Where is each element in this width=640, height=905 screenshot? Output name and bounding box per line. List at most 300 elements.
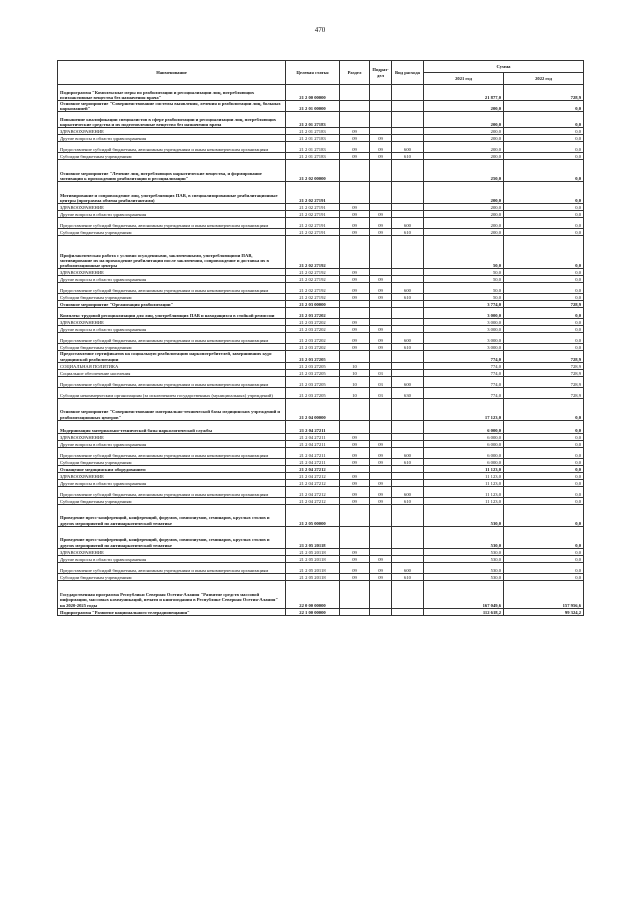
row-subsection: [370, 101, 392, 112]
row-section: 09: [340, 548, 370, 555]
table-body: [58, 85, 584, 616]
table-row: [58, 526, 584, 548]
table-row: [58, 160, 584, 182]
row-target: 21 2 04 27212: [286, 486, 340, 497]
table-row: [58, 440, 584, 447]
row-section: 09: [340, 135, 370, 142]
row-sum-2022: 0,0: [504, 135, 584, 142]
row-sum-2021: 11 123,0: [424, 465, 504, 472]
row-subsection: 09: [370, 333, 392, 344]
row-sum-2021: 200,0: [424, 128, 504, 135]
header-year-2022: 2022 год: [504, 73, 584, 85]
row-target: 21 2 04 27212: [286, 465, 340, 472]
row-sum-2021: 200,0: [424, 204, 504, 211]
row-section: 09: [340, 211, 370, 218]
row-name: Субсидии бюджетным учреждениям: [58, 497, 286, 504]
row-sum-2021: 6 000,0: [424, 420, 504, 433]
row-name: Основное мероприятие "Совершенствование системы выявления, лечения и реабилитации лиц, больных наркоманией": [58, 101, 286, 112]
row-target: 21 2 05 20118: [286, 526, 340, 548]
row-exp-type: [392, 526, 424, 548]
row-target: 21 2 03 27205: [286, 369, 340, 376]
row-sum-2022: 0,0: [504, 276, 584, 283]
table-row: [58, 204, 584, 211]
row-exp-type: [392, 112, 424, 128]
row-section: [340, 526, 370, 548]
row-exp-type: [392, 204, 424, 211]
table-row: [58, 211, 584, 218]
table-row: [58, 182, 584, 204]
row-target: 21 2 05 20118: [286, 548, 340, 555]
row-section: [340, 112, 370, 128]
row-section: 10: [340, 376, 370, 387]
row-sum-2021: 11 123,0: [424, 479, 504, 486]
row-name: Субсидии бюджетным учреждениям: [58, 153, 286, 160]
row-sum-2021: 3 000,0: [424, 308, 504, 319]
row-sum-2022: 0,0: [504, 128, 584, 135]
row-subsection: [370, 308, 392, 319]
row-section: 09: [340, 326, 370, 333]
row-sum-2022: 0,0: [504, 319, 584, 326]
table-row: [58, 236, 584, 269]
row-exp-type: [392, 580, 424, 608]
row-section: 09: [340, 229, 370, 236]
table-row: [58, 283, 584, 294]
row-target: 21 2 04 27211: [286, 440, 340, 447]
row-sum-2021: 112 618,2: [424, 608, 504, 615]
row-target: 21 2 05 00000: [286, 504, 340, 526]
row-section: 09: [340, 294, 370, 301]
row-target: 21 2 02 00000: [286, 160, 340, 182]
row-sum-2022: 0,0: [504, 479, 584, 486]
row-section: 09: [340, 447, 370, 458]
row-name: Субсидии бюджетным учреждениям: [58, 294, 286, 301]
table-row: [58, 294, 584, 301]
row-exp-type: 610: [392, 294, 424, 301]
row-exp-type: 600: [392, 142, 424, 153]
row-exp-type: [392, 369, 424, 376]
row-exp-type: 610: [392, 573, 424, 580]
row-name: СОЦИАЛЬНАЯ ПОЛИТИКА: [58, 362, 286, 369]
table-row: [58, 376, 584, 387]
table-row: [58, 101, 584, 112]
row-sum-2022: 0,0: [504, 504, 584, 526]
row-exp-type: [392, 269, 424, 276]
row-sum-2021: 6 000,0: [424, 440, 504, 447]
row-target: 21 2 02 27192: [286, 276, 340, 283]
row-sum-2021: 11 123,0: [424, 486, 504, 497]
row-target: 21 2 04 00000: [286, 398, 340, 420]
row-subsection: [370, 548, 392, 555]
row-section: 09: [340, 562, 370, 573]
row-exp-type: 600: [392, 333, 424, 344]
row-subsection: 09: [370, 229, 392, 236]
table-row: [58, 362, 584, 369]
table-row: [58, 153, 584, 160]
row-sum-2022: 0,0: [504, 486, 584, 497]
row-sum-2022: 728,9: [504, 351, 584, 362]
row-sum-2022: 728,9: [504, 369, 584, 376]
row-subsection: 03: [370, 369, 392, 376]
row-section: [340, 608, 370, 615]
row-sum-2022: 728,9: [504, 376, 584, 387]
row-section: [340, 580, 370, 608]
row-sum-2022: 728,9: [504, 85, 584, 101]
row-sum-2021: 200,0: [424, 211, 504, 218]
row-section: [340, 236, 370, 269]
row-section: 09: [340, 128, 370, 135]
table-row: [58, 555, 584, 562]
row-sum-2022: 0,0: [504, 294, 584, 301]
row-name: Основное мероприятие "Совершенствование материально-технической базы медицинских учреждений и реабилитационных центров": [58, 398, 286, 420]
table-row: [58, 420, 584, 433]
row-sum-2022: 0,0: [504, 447, 584, 458]
row-name: Другие вопросы в области здравоохранения: [58, 555, 286, 562]
row-sum-2021: 11 123,0: [424, 497, 504, 504]
table-row: [58, 128, 584, 135]
table-row: [58, 398, 584, 420]
row-name: Предоставление сертификатов на социальную реабилитацию наркопотребителей, завершивших курс медицинской реабилитации: [58, 351, 286, 362]
row-subsection: [370, 526, 392, 548]
row-exp-type: 600: [392, 447, 424, 458]
row-exp-type: [392, 351, 424, 362]
row-subsection: [370, 472, 392, 479]
row-exp-type: [392, 608, 424, 615]
row-sum-2022: 0,0: [504, 526, 584, 548]
row-exp-type: [392, 101, 424, 112]
row-name: ЗДРАВООХРАНЕНИЕ: [58, 128, 286, 135]
row-subsection: [370, 465, 392, 472]
row-exp-type: [392, 472, 424, 479]
header-year-2021: 2021 год: [424, 73, 504, 85]
row-section: [340, 101, 370, 112]
row-target: 21 2 01 27183: [286, 142, 340, 153]
row-name: Предоставление субсидий бюджетным, автономным учреждениям и иным некоммерческим организациям: [58, 486, 286, 497]
table-row: [58, 229, 584, 236]
row-sum-2021: 200,0: [424, 142, 504, 153]
row-name: Профилактическая работа с условно осужденными, заключенными, употребляющими ПАВ, мотивирование их на прохождение реабилитации после заключения, сопровождение и доставка их в реабилитационные центры: [58, 236, 286, 269]
row-sum-2021: 50,0: [424, 236, 504, 269]
row-subsection: [370, 504, 392, 526]
row-section: 09: [340, 344, 370, 351]
row-section: 10: [340, 362, 370, 369]
row-section: 09: [340, 269, 370, 276]
row-exp-type: [392, 465, 424, 472]
row-section: [340, 85, 370, 101]
row-subsection: [370, 236, 392, 269]
row-target: 21 2 05 20118: [286, 555, 340, 562]
row-target: 21 2 03 27202: [286, 333, 340, 344]
row-sum-2022: 0,0: [504, 398, 584, 420]
row-sum-2022: 0,0: [504, 472, 584, 479]
row-sum-2021: 530,0: [424, 555, 504, 562]
row-sum-2021: 774,0: [424, 376, 504, 387]
row-name: Мотивирование и сопровождение лиц, употребляющих ПАВ, в специализированные реабилитационные центры (программа обмена реабилитантами): [58, 182, 286, 204]
row-subsection: 09: [370, 283, 392, 294]
row-sum-2022: 0,0: [504, 218, 584, 229]
header-subsection: Подраз-дел: [370, 61, 392, 85]
row-target: 21 2 01 27183: [286, 135, 340, 142]
row-name: Предоставление субсидий бюджетным, автономным учреждениям и иным некоммерческим организациям: [58, 562, 286, 573]
row-name: Предоставление субсидий бюджетным, автономным учреждениям и иным некоммерческим организациям: [58, 142, 286, 153]
row-target: 21 2 01 00000: [286, 101, 340, 112]
row-target: 21 2 03 27205: [286, 376, 340, 387]
header-sum: Сумма: [424, 61, 584, 73]
row-section: 09: [340, 142, 370, 153]
row-name: Субсидии некоммерческим организациям (за исключением государственных (муниципальных) учреждений): [58, 387, 286, 398]
row-sum-2021: 774,0: [424, 369, 504, 376]
header-name: Наименование: [58, 61, 286, 85]
row-sum-2021: 530,0: [424, 504, 504, 526]
header-exp-type: Вид расхода: [392, 61, 424, 85]
row-section: [340, 160, 370, 182]
table-row: [58, 497, 584, 504]
row-exp-type: [392, 479, 424, 486]
budget-table: [57, 60, 584, 616]
row-target: 21 2 00 00000: [286, 85, 340, 101]
row-subsection: [370, 420, 392, 433]
row-sum-2022: 0,0: [504, 420, 584, 433]
row-sum-2022: 0,0: [504, 153, 584, 160]
row-sum-2022: 0,0: [504, 548, 584, 555]
row-sum-2021: 530,0: [424, 548, 504, 555]
row-sum-2021: 50,0: [424, 283, 504, 294]
table-row: [58, 369, 584, 376]
row-exp-type: [392, 211, 424, 218]
row-section: 09: [340, 555, 370, 562]
row-exp-type: [392, 128, 424, 135]
header-section: Раздел: [340, 61, 370, 85]
row-sum-2022: 0,0: [504, 283, 584, 294]
row-target: 21 2 02 27191: [286, 204, 340, 211]
row-subsection: [370, 85, 392, 101]
row-target: 21 2 02 27192: [286, 269, 340, 276]
row-name: Другие вопросы в области здравоохранения: [58, 211, 286, 218]
table-row: [58, 447, 584, 458]
table-row: [58, 486, 584, 497]
row-sum-2021: 774,0: [424, 387, 504, 398]
row-name: Другие вопросы в области здравоохранения: [58, 479, 286, 486]
row-name: Государственная программа Республики Северная Осетия-Алания "Развитие средств массовой информации, массовых коммуникаций, печати и книгоиздания в Республике Северная Осетия-Алания" на 2020-2025 годы: [58, 580, 286, 608]
row-sum-2022: 0,0: [504, 344, 584, 351]
row-target: 21 2 02 27192: [286, 294, 340, 301]
row-exp-type: 630: [392, 387, 424, 398]
row-sum-2022: 0,0: [504, 101, 584, 112]
row-subsection: [370, 580, 392, 608]
row-sum-2021: 200,0: [424, 135, 504, 142]
header-target: Целевая статья: [286, 61, 340, 85]
row-name: Проведение пресс-конференций, конференций, форумов, симпозиумов, семинаров, круглых столов и других мероприятий по антинаркотической тематике: [58, 526, 286, 548]
row-target: 22 1 00 00000: [286, 608, 340, 615]
row-name: Подпрограмма "Развитие национального телерадиовещания": [58, 608, 286, 615]
row-target: 21 2 02 27191: [286, 218, 340, 229]
table-row: [58, 573, 584, 580]
row-exp-type: [392, 85, 424, 101]
row-name: Проведение пресс-конференций, конференций, форумов, симпозиумов, семинаров, круглых столов и других мероприятий по антинаркотической тематике: [58, 504, 286, 526]
row-sum-2022: 0,0: [504, 440, 584, 447]
row-sum-2022: 0,0: [504, 308, 584, 319]
page-number: 470: [314, 26, 326, 34]
table-row: [58, 458, 584, 465]
row-exp-type: [392, 182, 424, 204]
row-exp-type: 600: [392, 562, 424, 573]
table-row: [58, 301, 584, 308]
row-exp-type: 610: [392, 229, 424, 236]
row-subsection: 09: [370, 153, 392, 160]
row-exp-type: [392, 433, 424, 440]
row-sum-2021: 3 000,0: [424, 333, 504, 344]
row-name: Субсидии бюджетным учреждениям: [58, 229, 286, 236]
row-target: 21 2 01 27183: [286, 112, 340, 128]
table-row: [58, 472, 584, 479]
row-subsection: 09: [370, 447, 392, 458]
table-row: [58, 308, 584, 319]
row-section: [340, 465, 370, 472]
row-subsection: [370, 301, 392, 308]
row-subsection: 09: [370, 573, 392, 580]
row-sum-2021: 21 877,0: [424, 85, 504, 101]
row-sum-2021: 17 123,0: [424, 398, 504, 420]
row-subsection: 09: [370, 218, 392, 229]
row-sum-2021: 530,0: [424, 526, 504, 548]
row-name: Субсидии бюджетным учреждениям: [58, 344, 286, 351]
row-name: Другие вопросы в области здравоохранения: [58, 135, 286, 142]
row-exp-type: 610: [392, 458, 424, 465]
row-exp-type: 610: [392, 344, 424, 351]
row-exp-type: [392, 319, 424, 326]
row-section: 09: [340, 486, 370, 497]
row-subsection: 09: [370, 135, 392, 142]
row-target: 21 2 04 27212: [286, 472, 340, 479]
row-exp-type: 610: [392, 497, 424, 504]
row-exp-type: [392, 135, 424, 142]
row-section: 09: [340, 333, 370, 344]
row-section: 09: [340, 283, 370, 294]
row-sum-2022: 157 956,6: [504, 580, 584, 608]
row-sum-2021: 200,0: [424, 112, 504, 128]
row-target: 21 2 05 20118: [286, 573, 340, 580]
row-name: ЗДРАВООХРАНЕНИЕ: [58, 319, 286, 326]
table-row: [58, 269, 584, 276]
row-section: [340, 398, 370, 420]
row-exp-type: [392, 548, 424, 555]
row-target: 22 0 00 00000: [286, 580, 340, 608]
table-row: [58, 344, 584, 351]
row-name: Предоставление субсидий бюджетным, автономным учреждениям и иным некоммерческим организациям: [58, 218, 286, 229]
table-row: [58, 319, 584, 326]
row-sum-2022: 0,0: [504, 211, 584, 218]
row-subsection: [370, 204, 392, 211]
row-sum-2022: 0,0: [504, 458, 584, 465]
row-name: Оснащение медицинским оборудованием: [58, 465, 286, 472]
row-sum-2022: 0,0: [504, 497, 584, 504]
row-exp-type: [392, 440, 424, 447]
row-subsection: 03: [370, 376, 392, 387]
table-row: [58, 326, 584, 333]
table-row: [58, 333, 584, 344]
row-subsection: [370, 112, 392, 128]
row-exp-type: [392, 160, 424, 182]
row-name: Социальное обеспечение населения: [58, 369, 286, 376]
row-name: Другие вопросы в области здравоохранения: [58, 276, 286, 283]
row-sum-2021: 50,0: [424, 276, 504, 283]
row-section: 09: [340, 433, 370, 440]
row-sum-2021: 11 123,0: [424, 472, 504, 479]
row-sum-2021: 167 049,6: [424, 580, 504, 608]
row-section: 09: [340, 218, 370, 229]
row-target: 21 2 04 27211: [286, 458, 340, 465]
table-row: [58, 351, 584, 362]
row-target: 21 2 02 27192: [286, 283, 340, 294]
row-exp-type: [392, 420, 424, 433]
row-name: ЗДРАВООХРАНЕНИЕ: [58, 433, 286, 440]
row-sum-2021: 774,0: [424, 351, 504, 362]
row-section: 09: [340, 479, 370, 486]
row-sum-2022: 728,9: [504, 387, 584, 398]
row-target: 21 2 04 27211: [286, 420, 340, 433]
row-section: [340, 420, 370, 433]
row-sum-2021: 3 000,0: [424, 344, 504, 351]
table-row: [58, 112, 584, 128]
row-exp-type: 600: [392, 283, 424, 294]
row-sum-2021: 3 000,0: [424, 319, 504, 326]
row-section: 09: [340, 276, 370, 283]
row-sum-2022: 0,0: [504, 229, 584, 236]
row-sum-2021: 200,0: [424, 229, 504, 236]
row-sum-2022: 0,0: [504, 573, 584, 580]
row-sum-2021: 6 000,0: [424, 447, 504, 458]
row-target: 21 2 03 27202: [286, 344, 340, 351]
row-target: 21 2 03 27205: [286, 387, 340, 398]
row-exp-type: [392, 236, 424, 269]
table-row: [58, 135, 584, 142]
row-section: 09: [340, 204, 370, 211]
row-sum-2022: 0,0: [504, 326, 584, 333]
row-section: 09: [340, 472, 370, 479]
row-sum-2021: 3 774,0: [424, 301, 504, 308]
row-exp-type: [392, 301, 424, 308]
row-section: [340, 182, 370, 204]
row-section: 09: [340, 573, 370, 580]
row-name: Другие вопросы в области здравоохранения: [58, 326, 286, 333]
row-subsection: 09: [370, 497, 392, 504]
row-target: 21 2 04 27211: [286, 447, 340, 458]
row-sum-2022: 0,0: [504, 204, 584, 211]
table-row: [58, 580, 584, 608]
row-target: 21 2 02 27192: [286, 236, 340, 269]
row-exp-type: 600: [392, 376, 424, 387]
row-exp-type: [392, 504, 424, 526]
table-row: [58, 85, 584, 101]
row-subsection: [370, 182, 392, 204]
row-target: 21 2 03 27202: [286, 326, 340, 333]
row-subsection: 09: [370, 562, 392, 573]
row-sum-2022: 0,0: [504, 465, 584, 472]
row-subsection: 09: [370, 458, 392, 465]
row-subsection: [370, 269, 392, 276]
row-name: Другие вопросы в области здравоохранения: [58, 440, 286, 447]
table-row: [58, 562, 584, 573]
row-exp-type: 600: [392, 218, 424, 229]
row-subsection: 09: [370, 142, 392, 153]
row-name: Модернизация материально-технической базы наркологической службы: [58, 420, 286, 433]
row-subsection: 09: [370, 555, 392, 562]
row-sum-2022: 0,0: [504, 433, 584, 440]
table-row: [58, 465, 584, 472]
row-name: Основное мероприятие "Лечение лиц, потребляющих наркотические вещества, и формирование мотивации к прохождению реабилитации и ресоциализации": [58, 160, 286, 182]
row-name: Предоставление субсидий бюджетным, автономным учреждениям и иным некоммерческим организациям: [58, 447, 286, 458]
row-sum-2021: 530,0: [424, 573, 504, 580]
row-exp-type: [392, 326, 424, 333]
